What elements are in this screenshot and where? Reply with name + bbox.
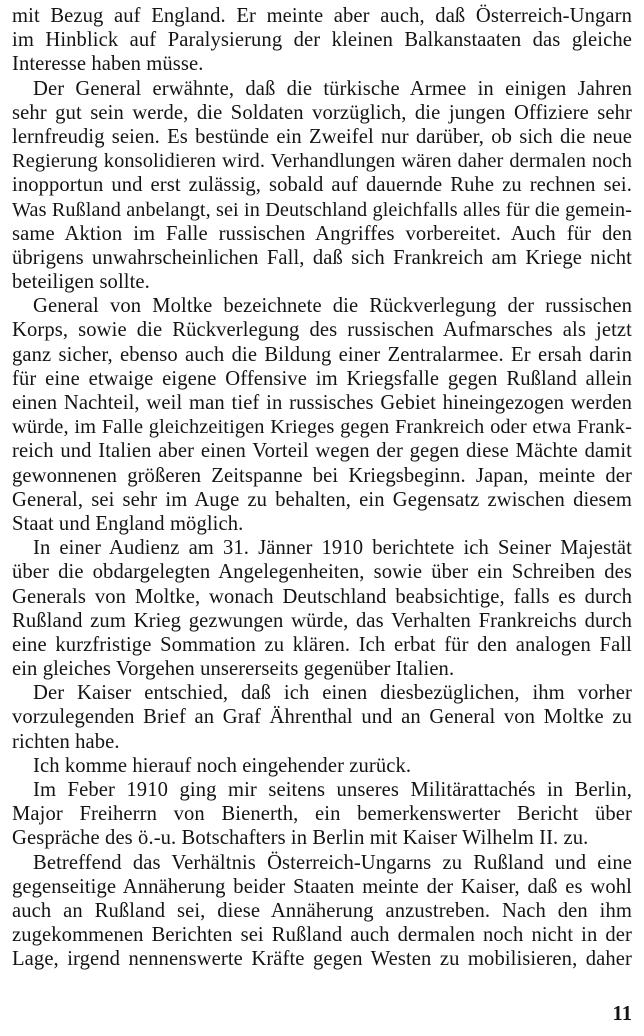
text-line: mit Bezug auf England. Er meinte aber auch, daß Österreich-Ungarn	[12, 5, 632, 27]
text-line: Gespräche des ö.-u. Botschafters in Berlin mit Kaiser Wilhelm II. zu.	[12, 827, 589, 850]
text-line: inopportun und erst zulässig, sobald auf dauernde Ruhe zu rechnen sei.	[12, 174, 632, 197]
text-line: Interesse haben müsse.	[12, 53, 204, 76]
text-line: sehr gut sein werde, die Soldaten vorzüglich, die jungen Offiziere sehr	[12, 101, 632, 124]
text-line: gewonnenen größeren Zeitspanne bei Kriegsbeginn. Japan, meinte der	[12, 464, 632, 487]
text-line: Im Feber 1910 ging mir seitens unseres Militärattachés in Berlin,	[33, 779, 632, 801]
text-line: ein gleiches Vorgehen unsererseits gegenüber Italien.	[12, 658, 455, 681]
text-line: Regierung konsolidieren wird. Verhandlungen wären daher dermalen noch	[12, 150, 632, 173]
text-line: General, sei sehr im Auge zu behalten, ein Gegensatz zwischen diesem	[12, 488, 632, 511]
text-line: reich und Italien aber einen Vorteil wegen der gegen diese Mächte damit	[12, 440, 632, 463]
document-page	[12, 4, 632, 1032]
text-line: im Hinblick auf Paralysierung der kleinen Balkanstaaten das gleiche	[12, 29, 632, 52]
text-line: über die obdargelegten Angelegenheiten, sowie über ein Schreiben des	[12, 561, 632, 584]
text-line: Staat und England möglich.	[12, 512, 244, 535]
text-line: General von Moltke bezeichnete die Rückverlegung der russischen	[33, 295, 632, 318]
text-line: Der Kaiser entschied, daß ich einen diesbezüglichen, ihm vorher	[33, 682, 632, 705]
text-line: übrigens unwahrscheinlichen Fall, daß sich Frankreich am Kriege nicht	[12, 246, 632, 269]
page-number: 11	[612, 1003, 632, 1025]
text-line: In einer Audienz am 31. Jänner 1910 berichtete ich Seiner Majestät	[33, 537, 632, 560]
text-line: Was Rußland anbelangt, sei in Deutschland gleichfalls alles für die gemein-	[12, 198, 632, 221]
text-line: für eine etwaige eigene Offensive im Kriegsfalle gegen Rußland allein	[12, 367, 632, 390]
text-line: Rußland zum Krieg gezwungen würde, das Verhalten Frankreichs durch	[12, 609, 632, 632]
text-line: Korps, sowie die Rückverlegung des russischen Aufmarsches als jetzt	[12, 319, 632, 342]
text-line: ganz sicher, ebenso auch die Bildung einer Zentralarmee. Er ersah darin	[12, 343, 632, 366]
body-text	[12, 4, 632, 972]
text-line: richten habe.	[12, 730, 120, 753]
text-line: eine kurzfristige Sommation zu klären. Ich erbat für den analogen Fall	[12, 633, 632, 656]
text-line: gegenseitige Annäherung beider Staaten meinte der Kaiser, daß es wohl	[12, 875, 632, 898]
text-line: Major Freiherrn von Bienerth, ein bemerkenswerter Bericht über	[12, 803, 632, 826]
text-line: Der General erwähnte, daß die türkische Armee in einigen Jahren	[33, 77, 632, 100]
text-line: Generals von Moltke, wonach Deutschland beabsichtige, falls es durch	[12, 585, 632, 608]
text-line: beteiligen sollte.	[12, 271, 150, 294]
text-line: auch an Rußland sei, diese Annäherung anzustreben. Nach den ihm	[12, 899, 632, 922]
text-line: lernfreudig seien. Es bestünde ein Zweifel nur darüber, ob sich die neue	[12, 125, 632, 148]
text-line: same Aktion im Falle russischen Angriffes vorbereitet. Auch für den	[12, 222, 632, 245]
text-line: Lage, irgend nennenswerte Kräfte gegen Westen zu mobilisieren, daher	[12, 948, 632, 971]
text-line: Ich komme hierauf noch eingehender zurück.	[33, 754, 412, 777]
text-line: vorzulegenden Brief an Graf Ährenthal und an General von Moltke zu	[12, 706, 632, 729]
text-line: würde, im Falle gleichzeitigen Krieges gegen Frankreich oder etwa Frank-	[12, 416, 632, 439]
text-line: einen Nachteil, weil man tief in russisches Gebiet hineingezogen werden	[12, 392, 632, 414]
text-line: Betreffend das Verhältnis Österreich-Ungarns zu Rußland und eine	[33, 851, 632, 874]
text-line: zugekommenen Berichten sei Rußland auch dermalen noch nicht in der	[12, 924, 632, 947]
